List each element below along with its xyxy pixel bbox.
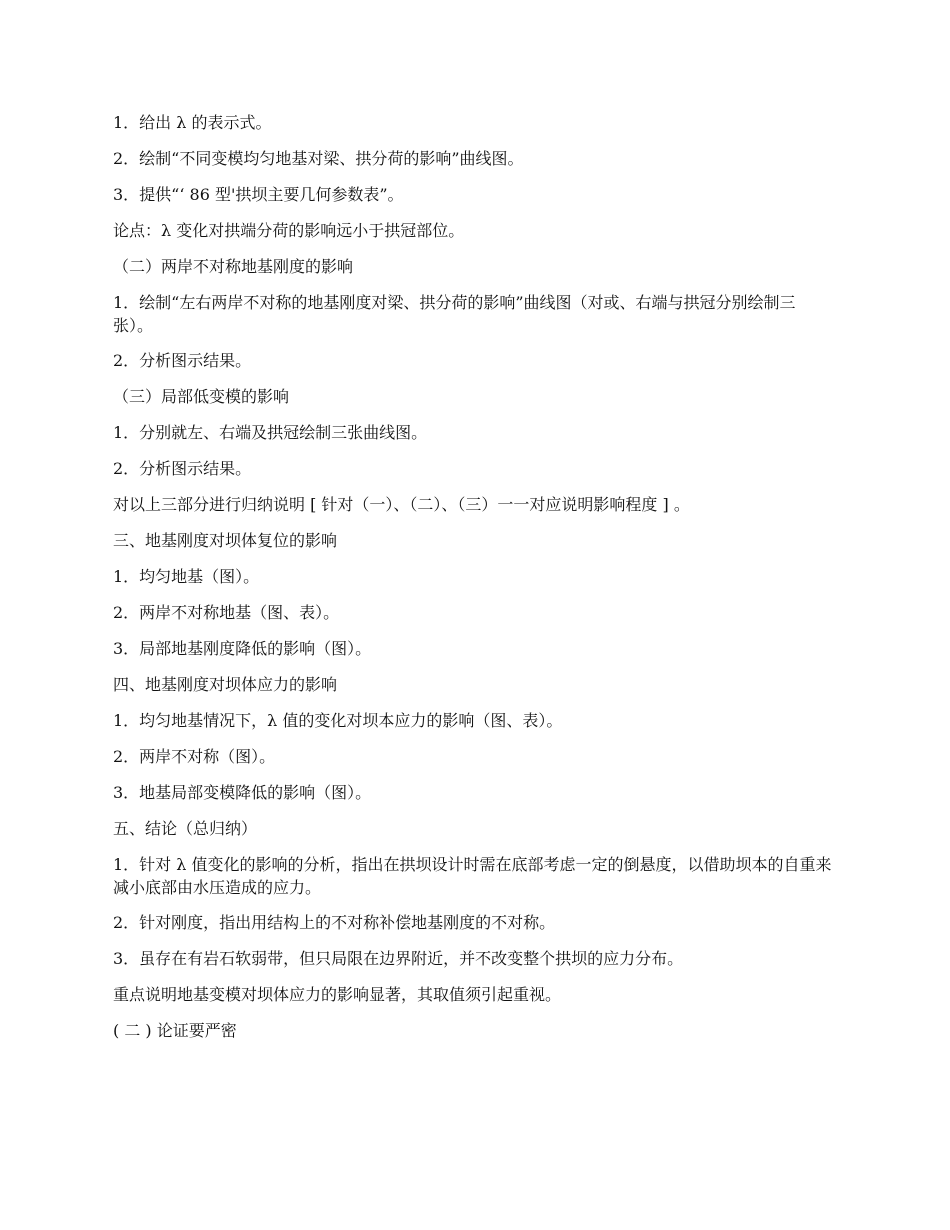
section-heading: 四、地基刚度对坝体应力的影响 bbox=[113, 675, 338, 694]
list-item: 1．绘制“左右两岸不对称的地基刚度对梁、拱分荷的影响”曲线图（对或、右端与拱冠分别绘制三张）。 bbox=[113, 293, 796, 335]
list-item: 1．给出 λ 的表示式。 bbox=[113, 113, 272, 132]
list-item: 2．绘制“不同变模均匀地基对梁、拱分荷的影响”曲线图。 bbox=[113, 149, 524, 168]
list-item: 3．虽存在有岩石软弱带，但只局限在边界附近，并不改变整个拱坝的应力分布。 bbox=[113, 949, 684, 968]
section-heading: 三、地基刚度对坝体复位的影响 bbox=[113, 531, 338, 550]
list-item: 2．两岸不对称（图）。 bbox=[113, 747, 276, 766]
section-heading: （二）两岸不对称地基刚度的影响 bbox=[113, 257, 354, 276]
list-item: 3．地基局部变模降低的影响（图）。 bbox=[113, 783, 372, 802]
emphasis-paragraph: 重点说明地基变模对坝体应力的影响显著，其取值须引起重视。 bbox=[113, 985, 562, 1004]
list-item: 2．两岸不对称地基（图、表）。 bbox=[113, 603, 340, 622]
list-item: 1．分别就左、右端及拱冠绘制三张曲线图。 bbox=[113, 423, 428, 442]
list-item: 2．分析图示结果。 bbox=[113, 351, 252, 370]
list-item: 3．提供“‘ 86 型'拱坝主要几何参数表”。 bbox=[113, 185, 404, 204]
section-heading: ( 二 ) 论证要严密 bbox=[113, 1021, 237, 1040]
section-heading: （三）局部低变模的影响 bbox=[113, 387, 290, 406]
section-heading: 五、结论（总归纳） bbox=[113, 819, 258, 838]
list-item: 1．均匀地基（图）。 bbox=[113, 567, 260, 586]
list-item: 2．分析图示结果。 bbox=[113, 459, 252, 478]
document-body bbox=[113, 111, 835, 1055]
list-item: 1．针对 λ 值变化的影响的分析，指出在拱坝设计时需在底部考虑一定的倒悬度，以借助坝本的自重来减小底部由水压造成的应力。 bbox=[113, 855, 832, 897]
argument-paragraph: 论点：λ 变化对拱端分荷的影响远小于拱冠部位。 bbox=[113, 221, 465, 240]
list-item: 1．均匀地基情况下，λ 值的变化对坝本应力的影响（图、表）。 bbox=[113, 711, 563, 730]
summary-paragraph: 对以上三部分进行归纳说明 [ 针对（一）、（二）、（三）一一对应说明影响程度 ] 。 bbox=[113, 495, 690, 514]
list-item: 3．局部地基刚度降低的影响（图）。 bbox=[113, 639, 372, 658]
list-item: 2．针对刚度，指出用结构上的不对称补偿地基刚度的不对称。 bbox=[113, 913, 556, 932]
